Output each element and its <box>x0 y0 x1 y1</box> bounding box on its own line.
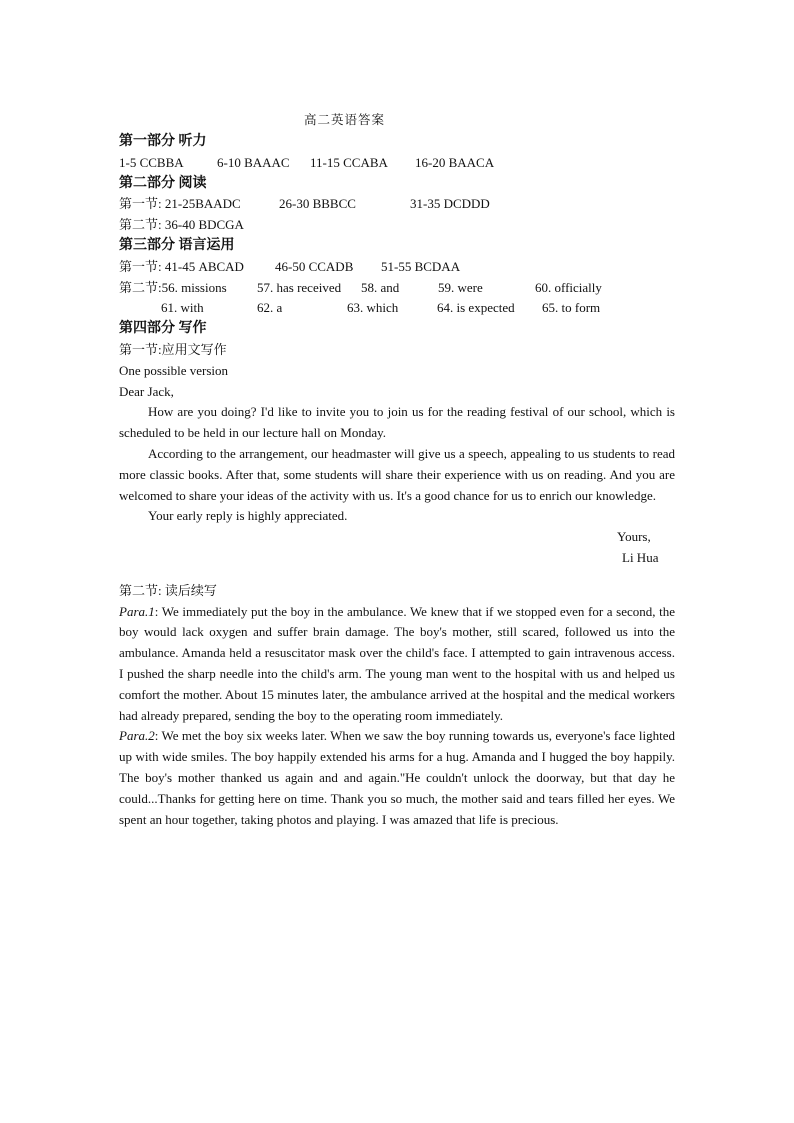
letter-paragraph-1: How are you doing? I'd like to invite you to join us for the reading festival of our school, which is scheduled to be held in our lecture hall on Monday. <box>119 404 675 441</box>
part3-sec2-row1 <box>119 278 675 299</box>
part2-sec2-row: 第二节: 36-40 BDCGA <box>119 217 244 233</box>
answer-document <box>119 108 675 830</box>
answer-16-20: 16-20 BAACA <box>415 154 495 170</box>
answer-11-15: 11-15 CCABA <box>310 154 388 170</box>
letter-signature: Li Hua <box>622 549 659 565</box>
part3-sec1-label: 第一节: 41-45 ABCAD <box>119 258 244 274</box>
part4-sec2-label: 第二节: 读后续写 <box>119 582 217 598</box>
answer-57: 57. has received <box>257 279 342 295</box>
part2-heading: 第二部分 阅读 <box>119 175 207 191</box>
answer-65: 65. to form <box>542 300 601 316</box>
para1-label: Para.1 <box>119 603 155 619</box>
document-title: 高二英语答案 <box>304 113 386 127</box>
part3-heading: 第三部分 语言运用 <box>119 237 235 253</box>
letter-greeting: Dear Jack, <box>119 383 174 399</box>
letter-signature-row <box>119 548 675 569</box>
answer-46-50: 46-50 CCADB <box>275 258 354 274</box>
answer-63: 63. which <box>347 300 399 316</box>
continuation-para-1 <box>119 602 675 727</box>
para1-text: : We immediately put the boy in the ambulance. We knew that if we stopped even for a second, the boy would lack oxygen and suffer brain damage. The boy's mother, still scared, followed us into the ambulance. Amanda held a resuscitator mask over the child's face. I attempted to gain intravenous access. I pushed the sharp needle into the child's arm. The young man went to the hospital with us and helped us comfort the mother. About 15 minutes later, the ambulance arrived at the hospital and the medical workers had already prepared, sending the boy to the operating room immediately. <box>119 603 675 723</box>
answer-1-5: 1-5 CCBBA <box>119 154 184 170</box>
part1-heading: 第一部分 听力 <box>119 134 207 149</box>
continuation-para-2 <box>119 726 675 830</box>
part4-sec1-label: 第一节:应用文写作 <box>119 341 227 357</box>
answer-26-30: 26-30 BBBCC <box>279 196 356 212</box>
part2-sec1-label: 第一节: 21-25BAADC <box>119 196 241 212</box>
letter-closing: Yours, <box>617 529 651 545</box>
answer-56: 第二节:56. missions <box>119 279 227 295</box>
spacer <box>119 569 675 581</box>
letter-closing-row <box>119 527 675 548</box>
answer-61: 61. with <box>161 300 204 316</box>
answer-6-10: 6-10 BAAAC <box>217 154 290 170</box>
part3-sec2-row2 <box>119 298 675 319</box>
part3-sec1-row <box>119 257 675 278</box>
part1-answers-row <box>119 153 675 174</box>
answer-51-55: 51-55 BCDAA <box>381 258 461 274</box>
part2-sec1-row <box>119 194 675 215</box>
answer-60: 60. officially <box>535 279 602 295</box>
answer-64: 64. is expected <box>437 300 515 316</box>
part4-heading: 第四部分 写作 <box>119 321 207 337</box>
answer-31-35: 31-35 DCDDD <box>410 196 490 212</box>
letter-paragraph-3: Your early reply is highly appreciated. <box>148 508 348 524</box>
possible-version-label: One possible version <box>119 362 229 378</box>
letter-paragraph-2: According to the arrangement, our headmaster will give us a speech, appealing to us students to read more classic books. After that, some students will share their experience with us on reading. And you are welcomed to share your ideas of the activity with us. It's a good chance for us to enrich our knowledge. <box>119 445 675 503</box>
para2-label: Para.2 <box>119 728 155 744</box>
answer-58: 58. and <box>361 279 400 295</box>
para2-text: : We met the boy six weeks later. When we saw the boy running towards us, everyone's face lighted up with wide smiles. The boy happily extended his arms for a hug. Amanda and I hugged the boy happily. The boy's mother thanked us again and and again."He couldn't unlock the doorway, but that day he could...Thanks for getting here on time. Thank you so much, the mother said and tears filled her eyes. We spent an hour together, taking photos and playing. I was amazed that life is precious. <box>119 728 675 827</box>
answer-62: 62. a <box>257 300 283 316</box>
answer-59: 59. were <box>438 279 483 295</box>
